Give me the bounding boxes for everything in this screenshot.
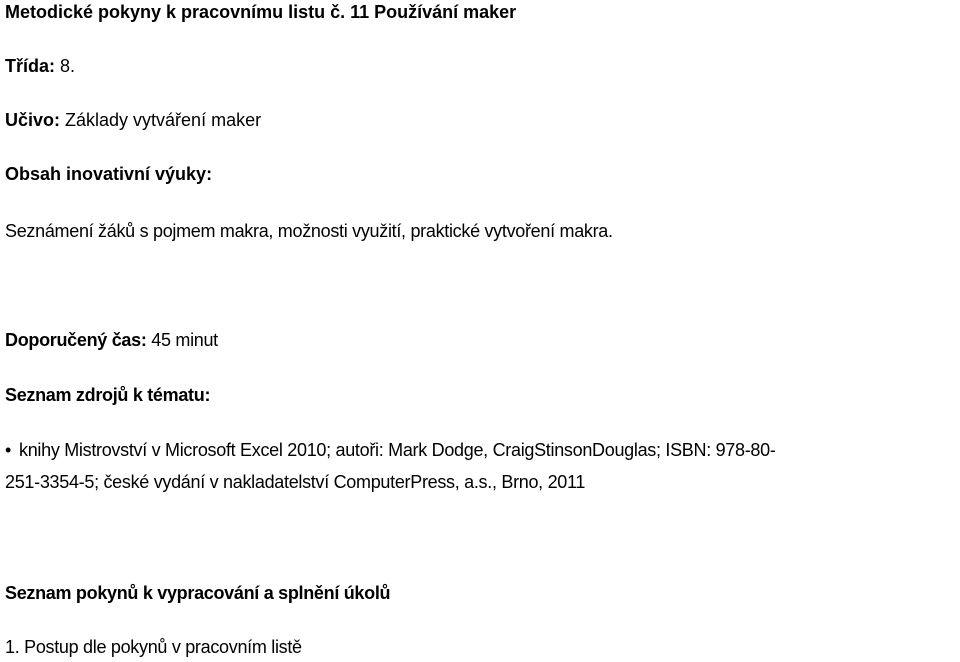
source-item-line-2: 251-3354-5; české vydání v nakladatelství ComputerPress, a.s., Brno, 2011 xyxy=(5,472,586,492)
source-item-text-1: knihy Mistrovství v Microsoft Excel 2010; autoři: Mark Dodge, CraigStinsonDouglas; ISBN: 978-80- xyxy=(19,440,776,460)
subject-value: Základy vytváření maker xyxy=(60,110,262,130)
subject-label: Učivo: xyxy=(5,110,61,130)
content-text: Seznámení žáků s pojmem makra, možnosti využití, praktické vytvoření makra. xyxy=(5,221,613,241)
tasks-heading: Seznam pokynů k vypracování a splnění úkolů xyxy=(5,583,391,603)
task-item-1: 1. Postup dle pokynů v pracovním listě xyxy=(5,637,302,657)
subject-line xyxy=(5,108,261,132)
time-value: 45 minut xyxy=(146,330,218,350)
bullet-icon: • xyxy=(5,440,12,460)
class-value: 8. xyxy=(55,56,76,76)
sources-heading: Seznam zdrojů k tématu: xyxy=(5,385,211,405)
source-item-line-1 xyxy=(5,438,776,462)
class-line xyxy=(5,54,75,78)
document-title: Metodické pokyny k pracovnímu listu č. 11 Používání maker xyxy=(5,2,517,22)
time-line xyxy=(5,328,218,352)
content-heading: Obsah inovativní výuky: xyxy=(5,164,213,184)
time-label: Doporučený čas: xyxy=(5,330,147,350)
class-label: Třída: xyxy=(5,56,56,76)
